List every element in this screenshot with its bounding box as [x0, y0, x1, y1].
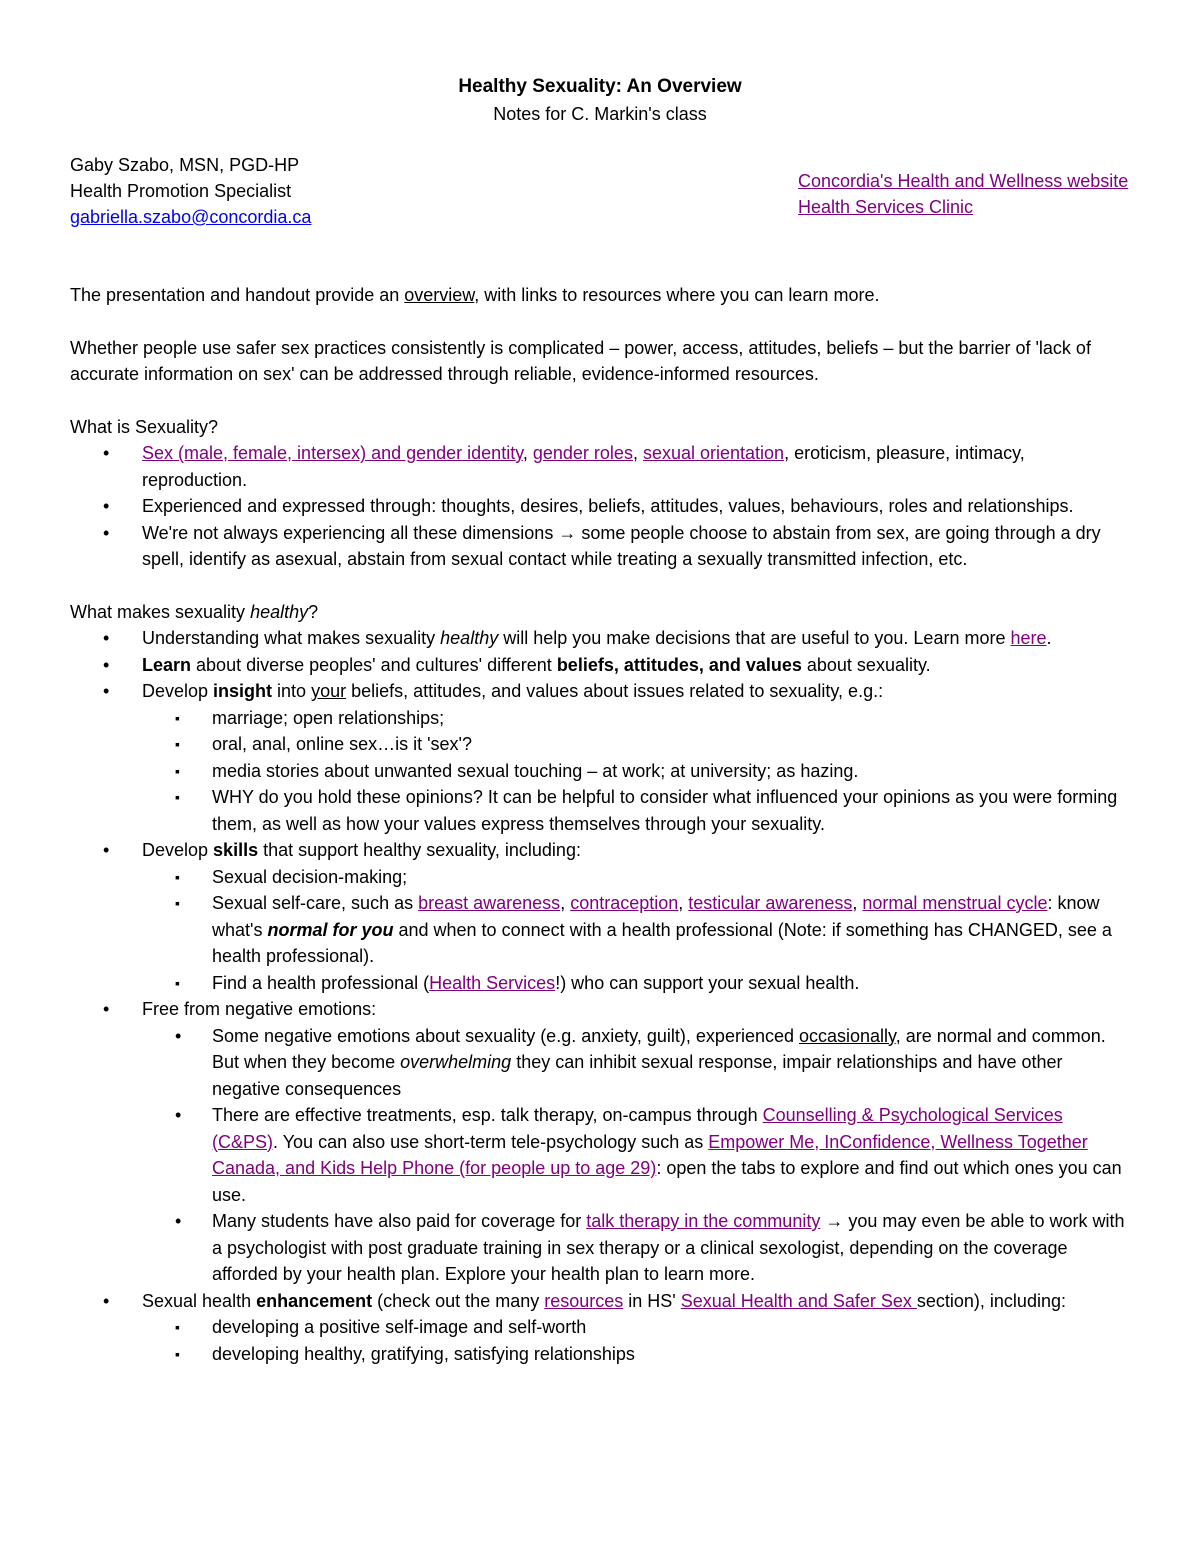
overview-link[interactable]: overview — [404, 285, 475, 305]
sex-gender-identity-link[interactable]: Sex (male, female, intersex) and gender identity — [142, 443, 523, 463]
text: Understanding what makes sexuality — [142, 628, 441, 648]
author-role: Health Promotion Specialist — [70, 181, 292, 201]
resource-links — [798, 168, 1128, 220]
text: (check out the many — [372, 1290, 545, 1311]
text: will help you make decisions that are useful to you. Learn more — [498, 628, 1011, 648]
text: they can inhibit sexual response, impair relationships and have other negative consequences — [212, 1052, 1063, 1099]
document-body — [70, 282, 1130, 1367]
text: Sexual self-care, such as — [212, 893, 419, 913]
text: enhancement — [256, 1290, 373, 1311]
text: Free from negative emotions: — [142, 999, 377, 1019]
enhancement-sublist — [142, 1314, 1130, 1367]
resources-link[interactable]: resources — [544, 1290, 624, 1311]
text: Learn — [142, 654, 192, 675]
list-item — [70, 996, 1130, 1288]
sexuality-list — [70, 440, 1130, 573]
sexual-orientation-link[interactable]: sexual orientation — [642, 443, 785, 463]
text: Develop — [142, 681, 214, 701]
text: !) who can support your sexual health. — [555, 972, 860, 993]
text: that support healthy sexuality, including: — [258, 840, 581, 860]
sub-list-item — [142, 1208, 1130, 1288]
sub-list-item — [142, 970, 1130, 997]
text: Some negative emotions about sexuality (e.g. anxiety, guilt), experienced — [212, 1025, 799, 1046]
testicular-awareness-link[interactable]: testicular awareness — [688, 893, 853, 913]
document-subtitle: Notes for C. Markin's class — [493, 104, 707, 124]
text: Many students have also paid for coverage for — [212, 1211, 587, 1231]
text: beliefs, attitudes, and values about issues related to sexuality, e.g.: — [346, 681, 884, 701]
here-link[interactable]: here — [1010, 628, 1047, 648]
sub-list-item: ▪ Sexual decision-making; — [142, 864, 1130, 891]
sub-list-item: ▪ WHY do you hold these opinions? It can be helpful to consider what influenced your opinions as you were forming them, as well as how your values express themselves through your sexuality. — [142, 784, 1130, 837]
section-heading-healthy — [70, 599, 1130, 626]
sub-list-item: ▪ media stories about unwanted sexual touching – at work; at university; as hazing. — [142, 758, 1130, 785]
sub-list-item: ▪ developing a positive self-image and self-worth — [142, 1314, 1130, 1341]
sub-list-item: ▪ Sexual self-care, such as breast awareness, contraception, testicular awareness, normal menstrual cycle: know what's normal for you and when to connect with a health professional (Note: if something has CHANGED, see a health professional). — [142, 890, 1130, 970]
author-block — [70, 152, 311, 230]
intro-paragraph-2: Whether people use safer sex practices consistently is complicated – power, access, attitudes, beliefs – but the barrier of 'lack of accurate information on sex' can be addressed through reliable, evidence-informed resources. — [70, 337, 1091, 384]
text: , eroticism, pleasure, intimacy, reproduction. — [142, 443, 1025, 490]
text: → you may even be able to work with a psychologist with post graduate training in sex therapy or a clinical sexologist, depending on the coverage afforded by your health plan. Explore your health plan to learn more. — [212, 1211, 1125, 1284]
list-item — [70, 440, 1130, 493]
sexual-health-safer-sex-link[interactable]: Sexual Health and Safer Sex — [680, 1290, 917, 1311]
text: section), including: — [916, 1290, 1066, 1311]
counselling-services-link[interactable]: Counselling & Psychological Services (C&PS) — [212, 1105, 1063, 1152]
text: healthy — [250, 601, 309, 622]
text: : know what's — [212, 893, 1100, 940]
talk-therapy-community-link[interactable]: talk therapy in the community — [586, 1211, 821, 1231]
text: insight — [213, 681, 273, 701]
author-email-link[interactable]: gabriella.szabo@concordia.ca — [70, 207, 312, 227]
list-item — [70, 652, 1130, 679]
sub-list-item: ▪ marriage; open relationships; — [142, 705, 1130, 732]
sub-list-item — [142, 1102, 1130, 1208]
text: beliefs, attitudes, and values — [556, 654, 802, 675]
menstrual-cycle-link[interactable]: normal menstrual cycle — [862, 893, 1048, 913]
health-services-clinic-link[interactable]: Health Services Clinic — [798, 197, 974, 217]
text: normal for you — [267, 919, 394, 940]
list-item — [70, 678, 1130, 837]
healthy-sexuality-list — [70, 625, 1130, 1367]
text: skills — [213, 840, 259, 860]
text: healthy — [440, 628, 499, 648]
text: Find a health professional ( — [212, 972, 430, 993]
text: . — [1046, 628, 1052, 648]
text: , — [522, 443, 533, 463]
text: : open the tabs to explore and find out which ones you can use. — [212, 1158, 1122, 1205]
text: The presentation and handout provide an — [70, 285, 405, 305]
insight-sublist — [142, 705, 1130, 838]
text: . You can also use short-term tele-psychology such as — [273, 1131, 709, 1152]
list-item: • We're not always experiencing all these dimensions → some people choose to abstain from sex, are going through a dry spell, identify as asexual, abstain from sexual contact while treating a sexually transmitted infection, etc. — [70, 520, 1130, 573]
text: occasionally — [799, 1025, 896, 1046]
text: Sexual health — [142, 1290, 257, 1311]
gender-roles-link[interactable]: gender roles — [532, 443, 633, 463]
text: , — [632, 443, 643, 463]
text: Develop — [142, 840, 214, 860]
list-item: • Experienced and expressed through: thoughts, desires, beliefs, attitudes, values, behaviours, roles and relationships. — [70, 493, 1130, 520]
text: and when to connect with a health professional (Note: if something has CHANGED, see a health professional). — [212, 919, 1112, 966]
text: What makes sexuality — [70, 601, 251, 622]
text: in HS' — [623, 1290, 681, 1311]
skills-sublist — [142, 864, 1130, 997]
text: about diverse peoples' and cultures' different — [191, 654, 557, 675]
text: ? — [308, 601, 319, 622]
tele-psychology-link[interactable]: Empower Me, InConfidence, Wellness Together Canada, and Kids Help Phone (for people up to age 29) — [212, 1131, 1088, 1178]
document-title: Healthy Sexuality: An Overview — [458, 76, 742, 97]
health-services-link[interactable]: Health Services — [429, 972, 556, 993]
sub-list-item — [142, 1023, 1130, 1103]
author-name: Gaby Szabo, MSN, PGD-HP — [70, 155, 300, 175]
text: into — [272, 681, 312, 701]
text: , with links to resources where you can learn more. — [474, 285, 880, 305]
text: your — [311, 681, 347, 701]
sub-list-item: ▪ developing healthy, gratifying, satisfying relationships — [142, 1341, 1130, 1368]
list-item — [70, 1288, 1130, 1368]
emotions-sublist — [142, 1023, 1130, 1288]
text: about sexuality. — [801, 654, 931, 675]
text: overwhelming — [400, 1052, 512, 1072]
text: , are normal and common. But when they become — [212, 1025, 1106, 1072]
list-item — [70, 837, 1130, 996]
contraception-link[interactable]: contraception — [570, 893, 679, 913]
breast-awareness-link[interactable]: breast awareness — [418, 893, 561, 913]
intro-paragraph-1 — [70, 282, 1130, 309]
section-heading-what-is-sexuality: What is Sexuality? — [70, 416, 219, 437]
text: There are effective treatments, esp. talk therapy, on-campus through — [212, 1105, 763, 1125]
list-item — [70, 625, 1130, 652]
sub-list-item: ▪ oral, anal, online sex…is it 'sex'? — [142, 731, 1130, 758]
wellness-website-link[interactable]: Concordia's Health and Wellness website — [798, 171, 1129, 191]
